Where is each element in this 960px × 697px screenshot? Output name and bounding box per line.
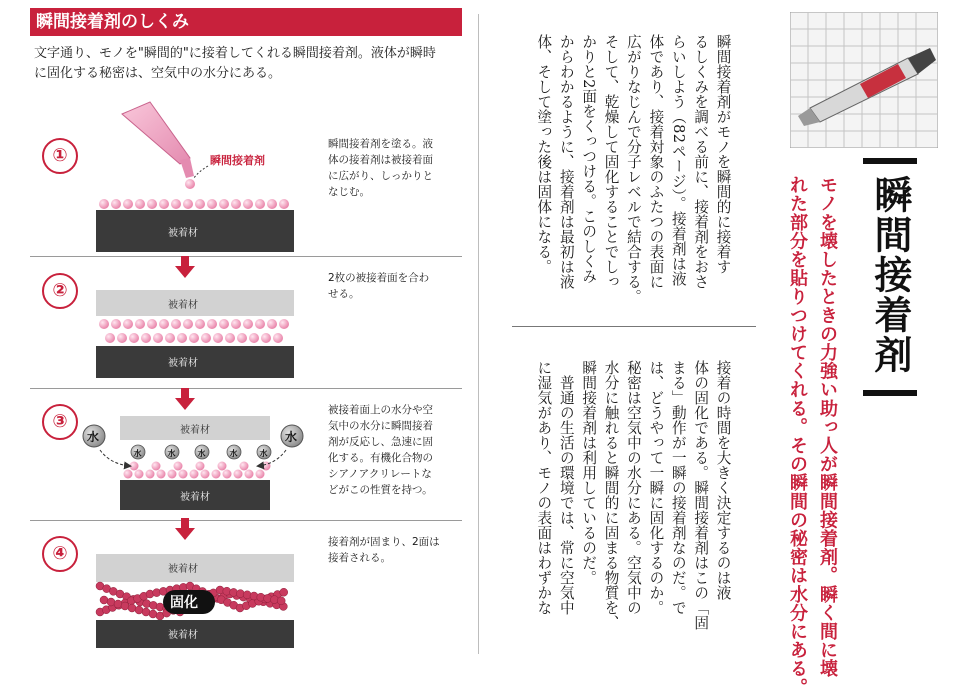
- solidify-label: 固化: [170, 595, 198, 611]
- adhesive-bead-row: [99, 319, 289, 329]
- polymer-bead: [100, 596, 108, 604]
- step-4-number: ④: [42, 536, 78, 572]
- step-line: 体の接着剤は被接着面: [328, 154, 433, 166]
- adhesive-bead: [231, 199, 241, 209]
- title-bar-bottom: [863, 390, 917, 396]
- adhesive-bead: [189, 333, 199, 343]
- adhesive-bead: [147, 199, 157, 209]
- adhesive-bead: [219, 199, 229, 209]
- down-arrow-icon: [175, 256, 195, 278]
- water-label: 水: [167, 449, 176, 458]
- substrate-label: 被着材: [180, 492, 210, 503]
- adhesive-bead: [225, 333, 235, 343]
- substrate-label: 被着材: [168, 630, 198, 641]
- article-line: まる」動作が一瞬の接着剤なのだ。で: [669, 360, 687, 616]
- product-photo: [790, 12, 938, 148]
- step-line: なじむ。: [328, 186, 370, 198]
- polymer-bead: [142, 608, 150, 616]
- polymer-bead: [128, 604, 136, 612]
- step-1-illustration: [96, 102, 294, 252]
- step-3-illustration: [83, 416, 303, 510]
- adhesive-bead: [123, 319, 133, 329]
- adhesive-bead: [279, 319, 289, 329]
- adhesive-bead: [153, 333, 163, 343]
- substrate-label: 被着材: [168, 300, 198, 311]
- adhesive-bead: [245, 470, 254, 479]
- adhesive-bead: [165, 333, 175, 343]
- step-line: どがこの性質を持つ。: [328, 484, 433, 496]
- adhesive-bead: [240, 462, 249, 471]
- adhesive-bead: [152, 462, 161, 471]
- adhesive-bead: [219, 319, 229, 329]
- adhesive-bead: [129, 333, 139, 343]
- adhesive-bead: [195, 199, 205, 209]
- article-upper: [512, 24, 756, 324]
- adhesion-diagram: [30, 8, 462, 660]
- polymer-bead: [280, 588, 288, 596]
- polymer-bead: [149, 610, 157, 618]
- step-4-illustration: [96, 554, 294, 648]
- adhesive-bead: [267, 319, 277, 329]
- lead-line: れた部分を貼りつけてくれる。その瞬間の秘密は水分にある。: [787, 175, 808, 697]
- adhesive-bead: [256, 470, 265, 479]
- polymer-bead: [135, 606, 143, 614]
- adhesive-bead-row: [99, 199, 289, 209]
- adhesive-bead: [111, 319, 121, 329]
- adhesive-bead: [124, 470, 133, 479]
- intro-line: に固化する秘密は、空気中の水分にある。: [34, 66, 282, 81]
- adhesive-bead: [218, 462, 227, 471]
- diffusion-arrow-icon: [100, 450, 130, 466]
- step-line: 気中の水分に瞬間接着: [328, 420, 433, 432]
- adhesive-bead: [273, 333, 283, 343]
- article-line: 接着の時間を大きく決定するのは液: [714, 360, 732, 601]
- down-arrow-icon: [175, 388, 195, 410]
- adhesive-bead: [168, 470, 177, 479]
- polymer-bead: [277, 597, 285, 605]
- substrate-label: 被着材: [180, 425, 210, 436]
- label-leader-line: [194, 166, 208, 178]
- adhesive-bead: [123, 199, 133, 209]
- water-label: 水: [259, 449, 268, 458]
- article-line: 体の固化である。瞬間接着剤はこの「固: [692, 360, 710, 631]
- column-rule: [478, 14, 479, 654]
- substrate-label: 被着材: [168, 228, 198, 239]
- adhesive-bead: [195, 319, 205, 329]
- article-divider: [512, 326, 756, 327]
- water-label: 水: [229, 449, 238, 458]
- article-line: 瞬間接着剤がモノを瞬間的に接着す: [714, 34, 732, 275]
- adhesive-bead: [147, 319, 157, 329]
- adhesive-bead: [146, 470, 155, 479]
- step-line: シアノアクリレートな: [328, 468, 432, 480]
- adhesive-bead: [130, 462, 139, 471]
- adhesive-bead: [249, 333, 259, 343]
- adhesive-bead: [99, 319, 109, 329]
- substrate-label: 被着材: [168, 564, 198, 575]
- adhesive-bead: [234, 470, 243, 479]
- article-line: 水分に触れると瞬間的に固まる物質を、: [602, 360, 620, 631]
- article-line: 体、そして塗った後は固体になる。: [535, 34, 553, 275]
- water-molecule-row: [131, 445, 271, 459]
- article-line: らいしよう（82ページ）。接着剤は液: [669, 34, 687, 287]
- adhesive-bead: [212, 470, 221, 479]
- adhesive-bead: [157, 470, 166, 479]
- step-line: に広がり、しっかりと: [328, 170, 433, 182]
- step-line: 2枚の被接着面を合わ: [328, 272, 430, 284]
- article-line: 瞬間接着剤は利用しているのだ。: [580, 360, 598, 586]
- adhesive-bead: [117, 333, 127, 343]
- step-line: 接着剤が固まり、2面は: [328, 536, 440, 548]
- adhesive-bead: [135, 470, 144, 479]
- step-line: 接着される。: [328, 552, 391, 564]
- down-arrow-icon: [175, 518, 195, 540]
- article-line: るしくみを調べる前に、接着剤をおさ: [692, 34, 710, 290]
- adhesive-bead: [159, 319, 169, 329]
- adhesive-bead: [196, 462, 205, 471]
- adhesive-bead: [135, 199, 145, 209]
- step-line: 剤が反応し、急速に固: [328, 436, 433, 448]
- adhesive-bead: [201, 333, 211, 343]
- adhesive-bead: [141, 333, 151, 343]
- article-line: に湿気があり、モノの表面はわずかな: [535, 360, 553, 616]
- adhesive-bead: [231, 319, 241, 329]
- article-line: は、どうやって一瞬に固化するのか。: [647, 360, 665, 616]
- adhesive-bead: [183, 199, 193, 209]
- polymer-bead: [107, 598, 115, 606]
- diagram-panel: [30, 8, 462, 660]
- water-label: 水: [87, 430, 100, 444]
- lead-line: モノを壊したときの力強い助っ人が瞬間接着剤。瞬く間に壊: [817, 175, 838, 678]
- section-header: 瞬間接着剤のしくみ: [30, 8, 462, 36]
- polymer-bead: [121, 602, 129, 610]
- step-line: 瞬間接着剤を塗る。液: [328, 138, 433, 150]
- article-line: 秘密は空気中の水分にある。空気中の: [624, 360, 642, 616]
- adhesive-bead: [99, 199, 109, 209]
- adhesive-bead: [207, 319, 217, 329]
- step-2-number: ②: [42, 273, 78, 309]
- adhesive-bead: [171, 319, 181, 329]
- water-label: 水: [133, 449, 142, 458]
- adhesive-bead: [223, 470, 232, 479]
- adhesive-bead-row: [105, 333, 283, 343]
- article-line: 体であり、接着対象のふたつの表面に: [647, 34, 665, 290]
- adhesive-bead: [243, 319, 253, 329]
- adhesive-bead: [179, 470, 188, 479]
- tube-nozzle-icon: [180, 158, 194, 178]
- adhesive-bead: [183, 319, 193, 329]
- adhesive-bead: [159, 199, 169, 209]
- adhesive-bead: [213, 333, 223, 343]
- step-line: 被接着面上の水分や空: [328, 404, 433, 416]
- adhesive-bead: [279, 199, 289, 209]
- step-3-number: ③: [42, 404, 78, 440]
- article-line: からわかるように、接着剤は最初は液: [557, 34, 575, 290]
- adhesive-bead: [243, 199, 253, 209]
- adhesive-tube-icon: [122, 102, 190, 164]
- adhesive-bead: [105, 333, 115, 343]
- adhesive-label: 瞬間接着剤: [210, 154, 265, 167]
- article-line: そして、乾燥して固化することでしっ: [602, 34, 620, 290]
- water-label: 水: [197, 449, 206, 458]
- step-line: 化する。有機化合物の: [328, 452, 433, 464]
- adhesive-bead: [111, 199, 121, 209]
- water-label: 水: [285, 430, 298, 444]
- article-lower: [512, 350, 756, 660]
- adhesive-bead: [171, 199, 181, 209]
- adhesive-bead: [174, 462, 183, 471]
- adhesive-bead: [190, 470, 199, 479]
- adhesive-drop: [185, 179, 195, 189]
- adhesive-bead-row: [124, 462, 271, 479]
- article-line: 広がりなじんで分子レベルで結合する。: [624, 34, 642, 305]
- adhesive-bead: [177, 333, 187, 343]
- step-line: せる。: [328, 288, 360, 300]
- substrate-label: 被着材: [168, 358, 198, 369]
- adhesive-bead: [237, 333, 247, 343]
- step-1-number: ①: [42, 138, 78, 174]
- adhesive-bead: [255, 199, 265, 209]
- step-2-illustration: [96, 290, 294, 378]
- adhesive-bead: [135, 319, 145, 329]
- adhesive-bead: [261, 333, 271, 343]
- adhesive-bead: [207, 199, 217, 209]
- polymer-bead: [114, 600, 122, 608]
- adhesive-bead: [201, 470, 210, 479]
- adhesive-bead: [255, 319, 265, 329]
- adhesive-bead: [267, 199, 277, 209]
- article-line: 普通の生活の環境では、常に空気中: [557, 360, 575, 616]
- article-title: 瞬間接着剤: [868, 175, 912, 375]
- article-line: かりと2面をくっつける。このしくみ: [580, 34, 598, 284]
- intro-line: 文字通り、モノを"瞬間的"に接着してくれる瞬間接着剤。液体が瞬時: [34, 46, 436, 61]
